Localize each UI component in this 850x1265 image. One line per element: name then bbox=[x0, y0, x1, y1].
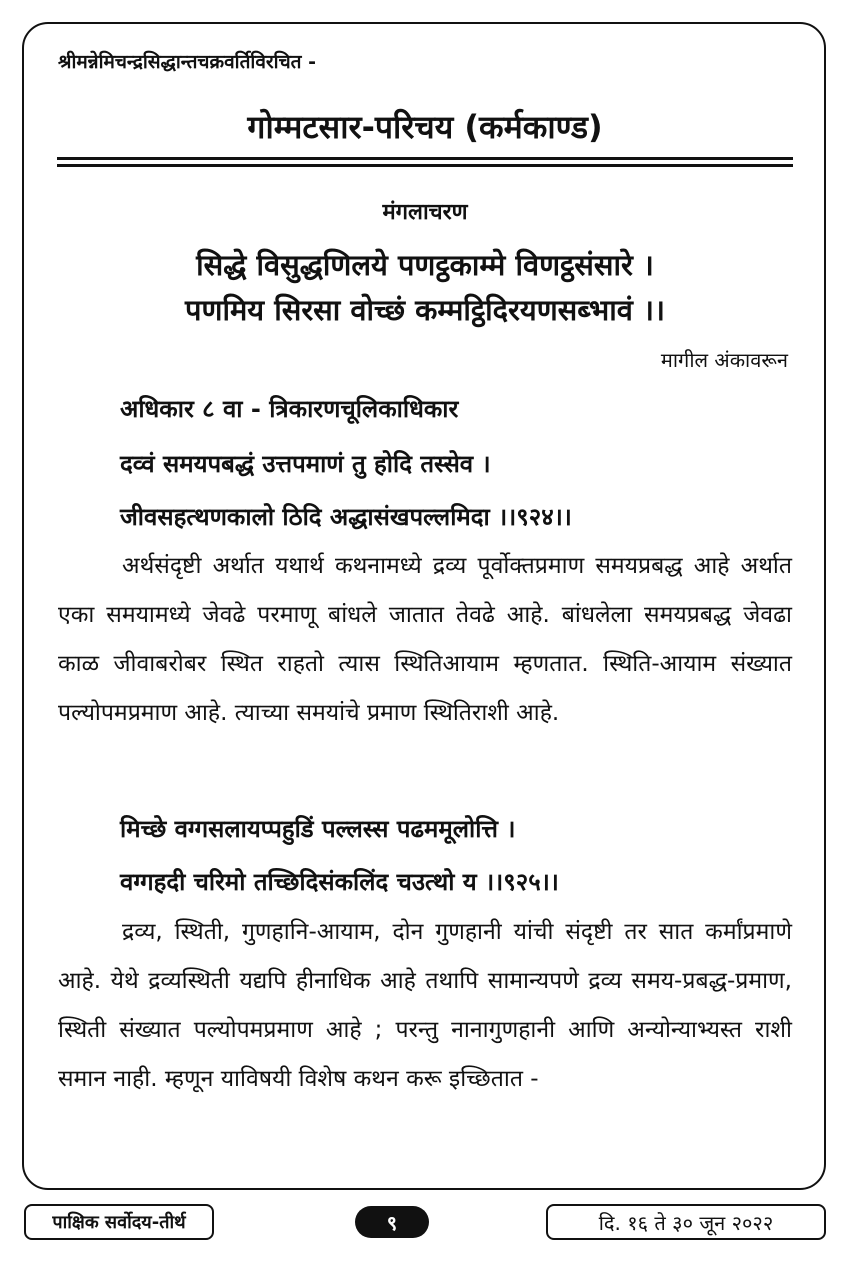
commentary-paragraph-2: द्रव्य, स्थिती, गुणहानि-आयाम, दोन गुणहानी यांची संदृष्टी तर सात कर्मांप्रमाणे आहे. येथे द्रव्यस्थिती यद्यपि हीनाधिक आहे तथापि सामान्यपणे द्रव्य समय-प्रबद्ध-प्रमाण, स्थिती संख्यात पल्योपमप्रमाण आहे ; परन्तु नानागुणहानी आणि अन्योन्याभ्यस्त राशी समान नाही. म्हणून याविषयी विशेष कथन करू इच्छितात - bbox=[58, 919, 792, 1092]
gatha-924-line-2: जीवसहत्थणकालो ठिदि अद्धासंखपल्लमिदा ।।९२४।। bbox=[120, 503, 572, 531]
chapter-heading: अधिकार ८ वा - त्रिकारणचूलिकाधिकार bbox=[120, 395, 459, 423]
page-title: गोम्मटसार-परिचय (कर्मकाण्ड) bbox=[247, 108, 603, 146]
gatha-925-line-1: मिच्छे वग्गसलायप्पहुडिं पल्लस्स पढममूलोत्ति । bbox=[120, 815, 516, 843]
title-divider-top bbox=[57, 157, 793, 160]
mangalacharan-heading: मंगलाचरण bbox=[382, 200, 468, 225]
continued-note: मागील अंकावरून bbox=[660, 348, 788, 372]
invocation-verse-line-1: सिद्धे विसुद्धणिलये पणट्ठकाम्मे विणट्ठसंसारे । bbox=[196, 248, 654, 282]
gatha-925-line-2: वग्गहदी चरिमो तच्छिदिसंकलिंद चउत्थो य ।।९२५।। bbox=[120, 868, 559, 896]
issue-date: दि. १६ ते ३० जून २०२२ bbox=[546, 1204, 826, 1240]
publication-name: पाक्षिक सर्वोदय-तीर्थ bbox=[24, 1204, 214, 1240]
series-title: श्रीमन्नेमिचन्द्रसिद्धान्तचक्रवर्तिविरचित - bbox=[58, 51, 316, 73]
commentary-paragraph-1: अर्थसंदृष्टी अर्थात यथार्थ कथनामध्ये द्रव्य पूर्वोक्तप्रमाण समयप्रबद्ध आहे अर्थात एका समयामध्ये जेवढे परमाणू बांधले जातात तेवढे आहे. बांधलेला समयप्रबद्ध जेवढा काळ जीवाबरोबर स्थित राहतो त्यास स्थितिआयाम म्हणतात. स्थिति-आयाम संख्यात पल्योपमप्रमाण आहे. त्याच्या समयांचे प्रमाण स्थितिराशी आहे. bbox=[58, 553, 792, 726]
gatha-924-line-1: दव्वं समयपबद्धं उत्तपमाणं तु होदि तस्सेव । bbox=[120, 450, 491, 478]
title-divider-bottom bbox=[57, 164, 793, 167]
invocation-verse-line-2: पणमिय सिरसा वोच्छं कम्मट्ठिदिरयणसब्भावं ।। bbox=[185, 293, 665, 327]
page-number: ९ bbox=[355, 1206, 429, 1238]
